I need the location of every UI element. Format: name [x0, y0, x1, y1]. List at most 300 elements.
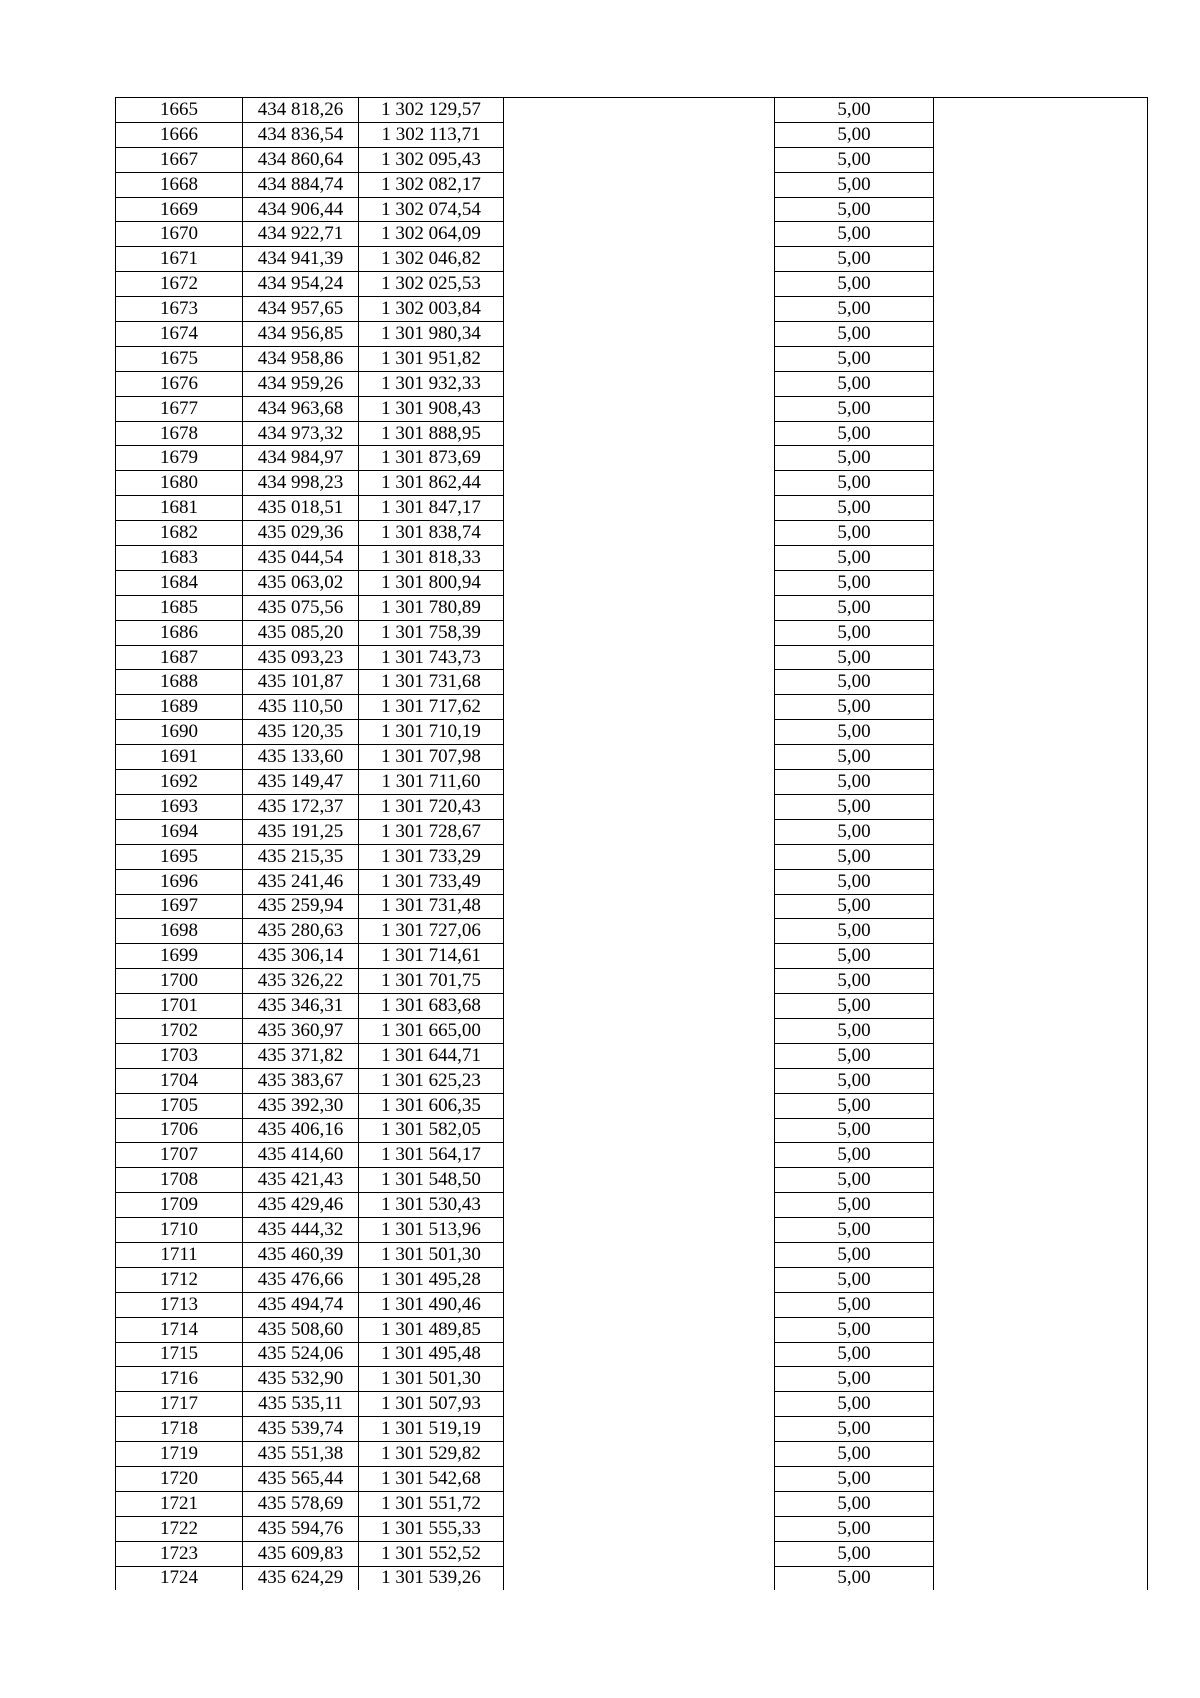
point-number-cell: 1667: [116, 147, 243, 172]
value-cell: 5,00: [775, 869, 934, 894]
table-row: [116, 1516, 1148, 1541]
point-number-cell: 1678: [116, 421, 243, 446]
value-cell: 5,00: [775, 222, 934, 247]
empty-cell: [934, 944, 1148, 969]
y-coordinate-cell: 1 301 551,72: [359, 1491, 504, 1516]
value-cell: 5,00: [775, 197, 934, 222]
value-cell: 5,00: [775, 272, 934, 297]
table-row: [116, 371, 1148, 396]
value-cell: 5,00: [775, 595, 934, 620]
value-cell: 5,00: [775, 670, 934, 695]
point-number-cell: 1694: [116, 819, 243, 844]
empty-cell: [504, 1242, 775, 1267]
empty-cell: [504, 919, 775, 944]
table-row: [116, 297, 1148, 322]
table-row: [116, 1292, 1148, 1317]
value-cell: 5,00: [775, 471, 934, 496]
empty-cell: [934, 869, 1148, 894]
table-row: [116, 1541, 1148, 1566]
value-cell: 5,00: [775, 1292, 934, 1317]
empty-cell: [504, 1367, 775, 1392]
empty-cell: [934, 1068, 1148, 1093]
x-coordinate-cell: 434 954,24: [243, 272, 359, 297]
point-number-cell: 1677: [116, 396, 243, 421]
point-number-cell: 1669: [116, 197, 243, 222]
y-coordinate-cell: 1 302 095,43: [359, 147, 504, 172]
point-number-cell: 1690: [116, 720, 243, 745]
x-coordinate-cell: 435 093,23: [243, 645, 359, 670]
empty-cell: [934, 994, 1148, 1019]
value-cell: 5,00: [775, 521, 934, 546]
x-coordinate-cell: 434 973,32: [243, 421, 359, 446]
table-row: [116, 1242, 1148, 1267]
empty-cell: [504, 1168, 775, 1193]
empty-cell: [504, 1442, 775, 1467]
y-coordinate-cell: 1 301 548,50: [359, 1168, 504, 1193]
x-coordinate-cell: 434 963,68: [243, 396, 359, 421]
point-number-cell: 1685: [116, 595, 243, 620]
value-cell: 5,00: [775, 147, 934, 172]
empty-cell: [934, 1367, 1148, 1392]
y-coordinate-cell: 1 301 539,26: [359, 1566, 504, 1590]
table-row: [116, 570, 1148, 595]
value-cell: 5,00: [775, 172, 934, 197]
x-coordinate-cell: 434 818,26: [243, 98, 359, 123]
empty-cell: [504, 1466, 775, 1491]
empty-cell: [934, 1018, 1148, 1043]
table-row: [116, 98, 1148, 123]
x-coordinate-cell: 435 565,44: [243, 1466, 359, 1491]
table-row: [116, 421, 1148, 446]
x-coordinate-cell: 435 414,60: [243, 1143, 359, 1168]
y-coordinate-cell: 1 301 932,33: [359, 371, 504, 396]
table-row: [116, 1193, 1148, 1218]
point-number-cell: 1687: [116, 645, 243, 670]
y-coordinate-cell: 1 301 542,68: [359, 1466, 504, 1491]
point-number-cell: 1701: [116, 994, 243, 1019]
x-coordinate-cell: 435 085,20: [243, 620, 359, 645]
empty-cell: [934, 1442, 1148, 1467]
table-row: [116, 944, 1148, 969]
empty-cell: [934, 1466, 1148, 1491]
y-coordinate-cell: 1 301 731,68: [359, 670, 504, 695]
empty-cell: [504, 346, 775, 371]
empty-cell: [504, 222, 775, 247]
empty-cell: [504, 695, 775, 720]
empty-cell: [504, 496, 775, 521]
empty-cell: [504, 844, 775, 869]
value-cell: 5,00: [775, 944, 934, 969]
y-coordinate-cell: 1 301 733,49: [359, 869, 504, 894]
value-cell: 5,00: [775, 1267, 934, 1292]
value-cell: 5,00: [775, 919, 934, 944]
empty-cell: [934, 1342, 1148, 1367]
y-coordinate-cell: 1 301 717,62: [359, 695, 504, 720]
empty-cell: [934, 1242, 1148, 1267]
empty-cell: [934, 1541, 1148, 1566]
x-coordinate-cell: 435 539,74: [243, 1417, 359, 1442]
empty-cell: [934, 1143, 1148, 1168]
empty-cell: [504, 1392, 775, 1417]
value-cell: 5,00: [775, 421, 934, 446]
x-coordinate-cell: 435 360,97: [243, 1018, 359, 1043]
y-coordinate-cell: 1 301 743,73: [359, 645, 504, 670]
point-number-cell: 1665: [116, 98, 243, 123]
point-number-cell: 1704: [116, 1068, 243, 1093]
y-coordinate-cell: 1 301 731,48: [359, 894, 504, 919]
empty-cell: [934, 1118, 1148, 1143]
empty-cell: [504, 122, 775, 147]
empty-cell: [504, 371, 775, 396]
empty-cell: [934, 346, 1148, 371]
point-number-cell: 1711: [116, 1242, 243, 1267]
point-number-cell: 1718: [116, 1417, 243, 1442]
empty-cell: [934, 147, 1148, 172]
point-number-cell: 1712: [116, 1267, 243, 1292]
table-body: [116, 98, 1148, 1591]
value-cell: 5,00: [775, 645, 934, 670]
x-coordinate-cell: 435 018,51: [243, 496, 359, 521]
x-coordinate-cell: 435 406,16: [243, 1118, 359, 1143]
y-coordinate-cell: 1 302 129,57: [359, 98, 504, 123]
y-coordinate-cell: 1 301 733,29: [359, 844, 504, 869]
empty-cell: [504, 98, 775, 123]
y-coordinate-cell: 1 301 683,68: [359, 994, 504, 1019]
x-coordinate-cell: 435 044,54: [243, 546, 359, 571]
empty-cell: [504, 521, 775, 546]
empty-cell: [504, 894, 775, 919]
point-number-cell: 1666: [116, 122, 243, 147]
value-cell: 5,00: [775, 1143, 934, 1168]
value-cell: 5,00: [775, 894, 934, 919]
value-cell: 5,00: [775, 1342, 934, 1367]
empty-cell: [934, 98, 1148, 123]
empty-cell: [504, 794, 775, 819]
value-cell: 5,00: [775, 770, 934, 795]
empty-cell: [504, 1218, 775, 1243]
table-row: [116, 1068, 1148, 1093]
empty-cell: [504, 869, 775, 894]
x-coordinate-cell: 435 259,94: [243, 894, 359, 919]
value-cell: 5,00: [775, 1466, 934, 1491]
value-cell: 5,00: [775, 994, 934, 1019]
x-coordinate-cell: 435 392,30: [243, 1093, 359, 1118]
point-number-cell: 1700: [116, 969, 243, 994]
value-cell: 5,00: [775, 322, 934, 347]
empty-cell: [504, 297, 775, 322]
empty-cell: [504, 770, 775, 795]
value-cell: 5,00: [775, 1118, 934, 1143]
empty-cell: [934, 471, 1148, 496]
y-coordinate-cell: 1 301 513,96: [359, 1218, 504, 1243]
table-row: [116, 122, 1148, 147]
x-coordinate-cell: 435 110,50: [243, 695, 359, 720]
table-row: [116, 794, 1148, 819]
empty-cell: [934, 297, 1148, 322]
y-coordinate-cell: 1 301 714,61: [359, 944, 504, 969]
empty-cell: [504, 1018, 775, 1043]
value-cell: 5,00: [775, 745, 934, 770]
empty-cell: [504, 272, 775, 297]
y-coordinate-cell: 1 301 951,82: [359, 346, 504, 371]
value-cell: 5,00: [775, 1516, 934, 1541]
x-coordinate-cell: 435 215,35: [243, 844, 359, 869]
value-cell: 5,00: [775, 1043, 934, 1068]
table-row: [116, 770, 1148, 795]
empty-cell: [504, 994, 775, 1019]
point-number-cell: 1674: [116, 322, 243, 347]
y-coordinate-cell: 1 301 710,19: [359, 720, 504, 745]
x-coordinate-cell: 435 280,63: [243, 919, 359, 944]
y-coordinate-cell: 1 301 980,34: [359, 322, 504, 347]
x-coordinate-cell: 435 120,35: [243, 720, 359, 745]
empty-cell: [934, 496, 1148, 521]
y-coordinate-cell: 1 301 862,44: [359, 471, 504, 496]
empty-cell: [504, 421, 775, 446]
empty-cell: [504, 1193, 775, 1218]
empty-cell: [504, 1093, 775, 1118]
x-coordinate-cell: 434 957,65: [243, 297, 359, 322]
y-coordinate-cell: 1 301 665,00: [359, 1018, 504, 1043]
empty-cell: [934, 446, 1148, 471]
value-cell: 5,00: [775, 969, 934, 994]
table-row: [116, 844, 1148, 869]
y-coordinate-cell: 1 301 728,67: [359, 819, 504, 844]
table-row: [116, 147, 1148, 172]
value-cell: 5,00: [775, 1193, 934, 1218]
x-coordinate-cell: 435 149,47: [243, 770, 359, 795]
point-number-cell: 1710: [116, 1218, 243, 1243]
empty-cell: [504, 1566, 775, 1590]
empty-cell: [934, 695, 1148, 720]
x-coordinate-cell: 435 594,76: [243, 1516, 359, 1541]
empty-cell: [504, 1541, 775, 1566]
empty-cell: [934, 720, 1148, 745]
y-coordinate-cell: 1 301 564,17: [359, 1143, 504, 1168]
x-coordinate-cell: 435 551,38: [243, 1442, 359, 1467]
empty-cell: [504, 1417, 775, 1442]
empty-cell: [934, 421, 1148, 446]
y-coordinate-cell: 1 301 873,69: [359, 446, 504, 471]
empty-cell: [934, 620, 1148, 645]
empty-cell: [504, 1317, 775, 1342]
value-cell: 5,00: [775, 1442, 934, 1467]
table-row: [116, 1317, 1148, 1342]
y-coordinate-cell: 1 301 818,33: [359, 546, 504, 571]
table-row: [116, 1168, 1148, 1193]
empty-cell: [504, 645, 775, 670]
x-coordinate-cell: 434 941,39: [243, 247, 359, 272]
value-cell: 5,00: [775, 620, 934, 645]
y-coordinate-cell: 1 301 507,93: [359, 1392, 504, 1417]
table-row: [116, 1491, 1148, 1516]
y-coordinate-cell: 1 302 003,84: [359, 297, 504, 322]
empty-cell: [934, 770, 1148, 795]
table-row: [116, 322, 1148, 347]
empty-cell: [504, 670, 775, 695]
empty-cell: [934, 1292, 1148, 1317]
y-coordinate-cell: 1 301 495,28: [359, 1267, 504, 1292]
table-row: [116, 894, 1148, 919]
empty-cell: [934, 794, 1148, 819]
x-coordinate-cell: 434 922,71: [243, 222, 359, 247]
x-coordinate-cell: 434 998,23: [243, 471, 359, 496]
empty-cell: [504, 1143, 775, 1168]
value-cell: 5,00: [775, 247, 934, 272]
empty-cell: [504, 471, 775, 496]
empty-cell: [504, 570, 775, 595]
x-coordinate-cell: 435 383,67: [243, 1068, 359, 1093]
empty-cell: [934, 197, 1148, 222]
value-cell: 5,00: [775, 1367, 934, 1392]
table-row: [116, 595, 1148, 620]
y-coordinate-cell: 1 301 701,75: [359, 969, 504, 994]
empty-cell: [934, 919, 1148, 944]
empty-cell: [504, 1491, 775, 1516]
empty-cell: [934, 1566, 1148, 1590]
point-number-cell: 1692: [116, 770, 243, 795]
x-coordinate-cell: 435 535,11: [243, 1392, 359, 1417]
point-number-cell: 1699: [116, 944, 243, 969]
empty-cell: [504, 819, 775, 844]
table-row: [116, 1267, 1148, 1292]
point-number-cell: 1705: [116, 1093, 243, 1118]
empty-cell: [934, 1168, 1148, 1193]
table-row: [116, 1442, 1148, 1467]
value-cell: 5,00: [775, 396, 934, 421]
empty-cell: [504, 1292, 775, 1317]
table-row: [116, 1342, 1148, 1367]
table-row: [116, 521, 1148, 546]
value-cell: 5,00: [775, 1417, 934, 1442]
table-row: [116, 745, 1148, 770]
y-coordinate-cell: 1 301 625,23: [359, 1068, 504, 1093]
x-coordinate-cell: 435 460,39: [243, 1242, 359, 1267]
point-number-cell: 1691: [116, 745, 243, 770]
empty-cell: [504, 720, 775, 745]
table-row: [116, 346, 1148, 371]
x-coordinate-cell: 435 508,60: [243, 1317, 359, 1342]
point-number-cell: 1695: [116, 844, 243, 869]
empty-cell: [934, 122, 1148, 147]
table-row: [116, 919, 1148, 944]
table-row: [116, 994, 1148, 1019]
y-coordinate-cell: 1 301 501,30: [359, 1367, 504, 1392]
value-cell: 5,00: [775, 1242, 934, 1267]
y-coordinate-cell: 1 302 074,54: [359, 197, 504, 222]
point-number-cell: 1676: [116, 371, 243, 396]
x-coordinate-cell: 435 444,32: [243, 1218, 359, 1243]
empty-cell: [934, 272, 1148, 297]
table-row: [116, 446, 1148, 471]
empty-cell: [504, 1267, 775, 1292]
empty-cell: [504, 546, 775, 571]
point-number-cell: 1668: [116, 172, 243, 197]
table-row: [116, 496, 1148, 521]
point-number-cell: 1706: [116, 1118, 243, 1143]
value-cell: 5,00: [775, 122, 934, 147]
point-number-cell: 1680: [116, 471, 243, 496]
empty-cell: [934, 521, 1148, 546]
empty-cell: [934, 670, 1148, 695]
x-coordinate-cell: 435 476,66: [243, 1267, 359, 1292]
x-coordinate-cell: 435 429,46: [243, 1193, 359, 1218]
x-coordinate-cell: 435 101,87: [243, 670, 359, 695]
x-coordinate-cell: 435 133,60: [243, 745, 359, 770]
value-cell: 5,00: [775, 1491, 934, 1516]
table-row: [116, 720, 1148, 745]
empty-cell: [934, 546, 1148, 571]
value-cell: 5,00: [775, 570, 934, 595]
table-row: [116, 1392, 1148, 1417]
value-cell: 5,00: [775, 297, 934, 322]
empty-cell: [504, 1342, 775, 1367]
empty-cell: [504, 620, 775, 645]
point-number-cell: 1708: [116, 1168, 243, 1193]
empty-cell: [934, 222, 1148, 247]
table-row: [116, 819, 1148, 844]
empty-cell: [934, 595, 1148, 620]
table-row: [116, 969, 1148, 994]
table-row: [116, 1018, 1148, 1043]
point-number-cell: 1724: [116, 1566, 243, 1590]
y-coordinate-cell: 1 301 707,98: [359, 745, 504, 770]
empty-cell: [934, 1093, 1148, 1118]
point-number-cell: 1686: [116, 620, 243, 645]
value-cell: 5,00: [775, 1218, 934, 1243]
empty-cell: [934, 247, 1148, 272]
empty-cell: [504, 247, 775, 272]
x-coordinate-cell: 434 958,86: [243, 346, 359, 371]
value-cell: 5,00: [775, 1392, 934, 1417]
empty-cell: [934, 1218, 1148, 1243]
y-coordinate-cell: 1 301 552,52: [359, 1541, 504, 1566]
value-cell: 5,00: [775, 1018, 934, 1043]
point-number-cell: 1707: [116, 1143, 243, 1168]
empty-cell: [934, 894, 1148, 919]
y-coordinate-cell: 1 301 780,89: [359, 595, 504, 620]
empty-cell: [504, 745, 775, 770]
point-number-cell: 1689: [116, 695, 243, 720]
empty-cell: [504, 1118, 775, 1143]
empty-cell: [504, 595, 775, 620]
y-coordinate-cell: 1 301 501,30: [359, 1242, 504, 1267]
table-row: [116, 645, 1148, 670]
empty-cell: [934, 570, 1148, 595]
point-number-cell: 1683: [116, 546, 243, 571]
point-number-cell: 1673: [116, 297, 243, 322]
table-row: [116, 1367, 1148, 1392]
empty-cell: [504, 322, 775, 347]
y-coordinate-cell: 1 301 727,06: [359, 919, 504, 944]
value-cell: 5,00: [775, 1541, 934, 1566]
point-number-cell: 1717: [116, 1392, 243, 1417]
x-coordinate-cell: 435 172,37: [243, 794, 359, 819]
empty-cell: [934, 645, 1148, 670]
y-coordinate-cell: 1 301 489,85: [359, 1317, 504, 1342]
value-cell: 5,00: [775, 446, 934, 471]
empty-cell: [504, 147, 775, 172]
empty-cell: [504, 1068, 775, 1093]
point-number-cell: 1709: [116, 1193, 243, 1218]
y-coordinate-cell: 1 301 888,95: [359, 421, 504, 446]
table-row: [116, 396, 1148, 421]
table-row: [116, 172, 1148, 197]
point-number-cell: 1679: [116, 446, 243, 471]
empty-cell: [934, 844, 1148, 869]
empty-cell: [934, 1417, 1148, 1442]
point-number-cell: 1720: [116, 1466, 243, 1491]
